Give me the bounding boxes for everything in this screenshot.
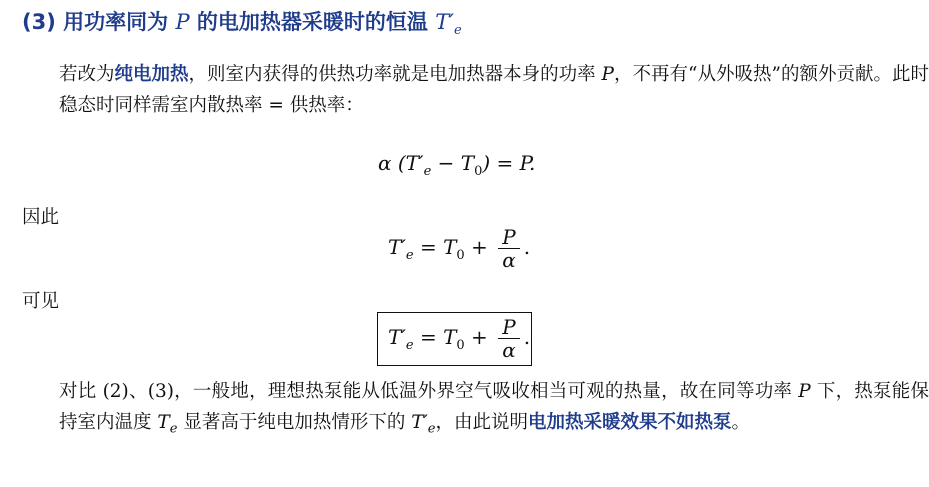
equation-boxed-result	[388, 316, 530, 361]
heading-text-a: 用功率同为	[63, 10, 169, 34]
para2-text-3: 显著高于纯电加热情形下的	[183, 412, 406, 433]
para2-highlight: 电加热采暖效果不如热泵	[528, 412, 732, 433]
eq3-t0: T	[443, 325, 457, 349]
para1-var-p: P	[601, 64, 614, 85]
para2-text-2: 下，热泵能保持室内温度	[59, 381, 929, 433]
eq3-equals: =	[413, 325, 444, 349]
eq3-numerator: P	[502, 315, 516, 339]
para1-text-2: ，则室内获得的供热功率就是电加热器本身的功率	[188, 64, 596, 85]
eq1-rhs: ) = P.	[482, 151, 536, 175]
para2-var-te-sub: e	[169, 421, 178, 437]
heading-var-p: P	[175, 10, 190, 34]
eq2-te-sub: e	[405, 248, 414, 263]
heading-number: (3)	[22, 10, 56, 34]
para2-var-tep: T′	[411, 412, 428, 433]
eq2-t0-sub: 0	[456, 248, 465, 263]
label-therefore: 因此	[22, 207, 60, 228]
heading-text-b: 的电加热器采暖时的恒温	[196, 10, 428, 34]
eq2-denominator: α	[498, 248, 520, 271]
para2-text-4: ，由此说明	[435, 412, 529, 433]
eq3-t0-sub: 0	[456, 338, 465, 353]
para2-var-p: P	[798, 381, 811, 402]
eq2-t0: T	[443, 235, 457, 259]
eq1-t0: T	[460, 151, 475, 175]
section-heading	[22, 6, 462, 38]
eq2-numerator: P	[502, 225, 516, 249]
eq1-lhs: α (	[378, 151, 406, 175]
eq2-te: T′	[388, 235, 406, 259]
para1-text-1: 若改为	[59, 64, 115, 85]
eq3-period: .	[523, 325, 531, 349]
paragraph-conclusion	[22, 376, 929, 445]
para1-highlight: 纯电加热	[114, 64, 189, 85]
paragraph-intro	[22, 59, 929, 121]
eq3-te-sub: e	[405, 338, 414, 353]
eq2-fraction	[498, 226, 520, 271]
para2-var-te: T	[157, 412, 170, 433]
eq3-plus: +	[464, 325, 495, 349]
eq3-te: T′	[388, 325, 406, 349]
eq2-equals: =	[413, 235, 444, 259]
para1-text-3: ，不再有“从外吸热”的额外贡献。此时稳态时同样需室内散热率 = 供热率：	[59, 64, 929, 116]
label-visible: 可见	[22, 291, 60, 312]
equation-result	[388, 226, 530, 271]
para2-text-1: 对比 (2)、(3)，一般地，理想热泵能从低温外界空气吸收相当可观的热量，故在同等功率	[59, 381, 793, 402]
eq1-te: T′	[405, 151, 424, 175]
heading-var-t: T′	[435, 10, 454, 34]
eq1-t0-sub: 0	[474, 164, 483, 179]
para2-var-tep-sub: e	[427, 421, 436, 437]
eq1-te-sub: e	[423, 164, 432, 179]
eq1-minus: −	[431, 151, 461, 175]
eq2-plus: +	[464, 235, 495, 259]
para2-text-5: 。	[731, 412, 751, 433]
heading-var-t-sub: e	[453, 23, 462, 39]
eq3-denominator: α	[498, 338, 520, 361]
eq3-fraction	[498, 316, 520, 361]
equation-balance	[378, 151, 535, 179]
eq2-period: .	[523, 235, 531, 259]
